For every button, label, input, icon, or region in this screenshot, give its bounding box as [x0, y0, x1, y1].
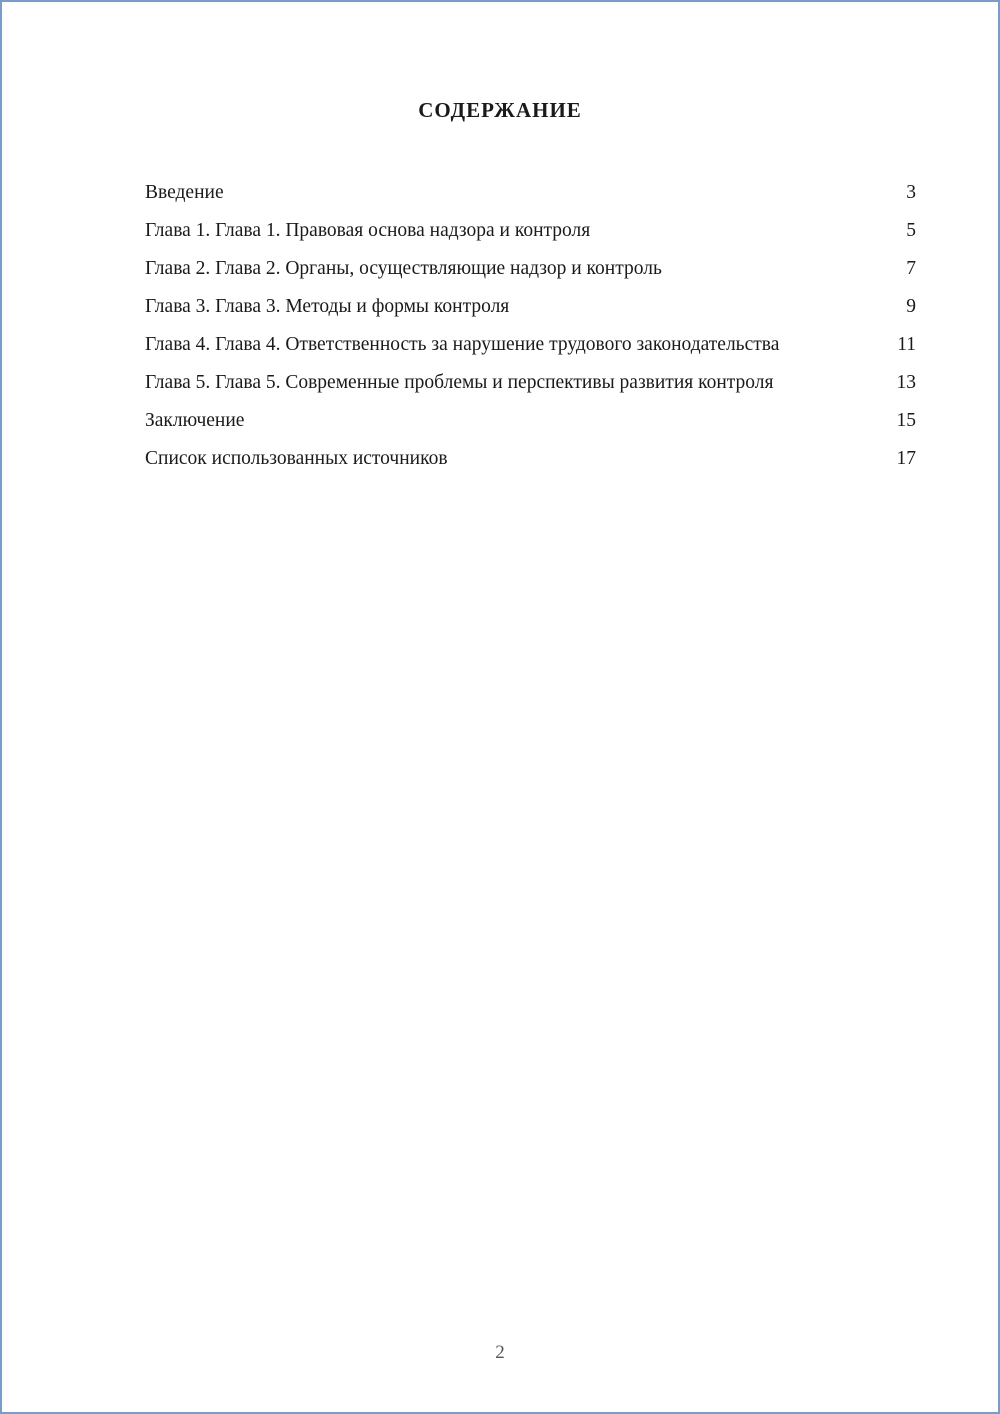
- toc-entry-page: 13: [896, 372, 916, 393]
- toc-entry-label: Заключение: [145, 410, 245, 431]
- toc-entry-label: Глава 1. Глава 1. Правовая основа надзора и контроля: [145, 220, 591, 241]
- toc-entry-label: Глава 3. Глава 3. Методы и формы контроля: [145, 296, 510, 317]
- toc-entry-label: Введение: [145, 182, 224, 203]
- toc-entry: [145, 293, 916, 321]
- toc-entry: [145, 331, 916, 359]
- toc-entry-page: 11: [897, 334, 916, 355]
- toc-entry-label: Список использованных источников: [145, 448, 448, 469]
- toc-entry-page: 7: [906, 258, 916, 279]
- toc-entry-label: Глава 5. Глава 5. Современные проблемы и перспективы развития контроля: [145, 372, 774, 393]
- toc-entry-label: Глава 4. Глава 4. Ответственность за нарушение трудового законодательства: [145, 334, 780, 355]
- toc-entry-label: Глава 2. Глава 2. Органы, осуществляющие надзор и контроль: [145, 258, 662, 279]
- toc-entry-page: 3: [906, 182, 916, 203]
- page-title: СОДЕРЖАНИЕ: [418, 98, 582, 122]
- toc-entry: [145, 407, 916, 435]
- toc-entry: [145, 369, 916, 397]
- toc-entry-page: 5: [906, 220, 916, 241]
- page-number: 2: [495, 1342, 505, 1363]
- toc-entry: [145, 217, 916, 245]
- toc-entry: [145, 445, 916, 473]
- table-of-contents: [145, 179, 916, 473]
- toc-entry-page: 9: [906, 296, 916, 317]
- toc-entry: [145, 179, 916, 207]
- toc-entry-page: 15: [896, 410, 916, 431]
- toc-entry: [145, 255, 916, 283]
- toc-entry-page: 17: [896, 448, 916, 469]
